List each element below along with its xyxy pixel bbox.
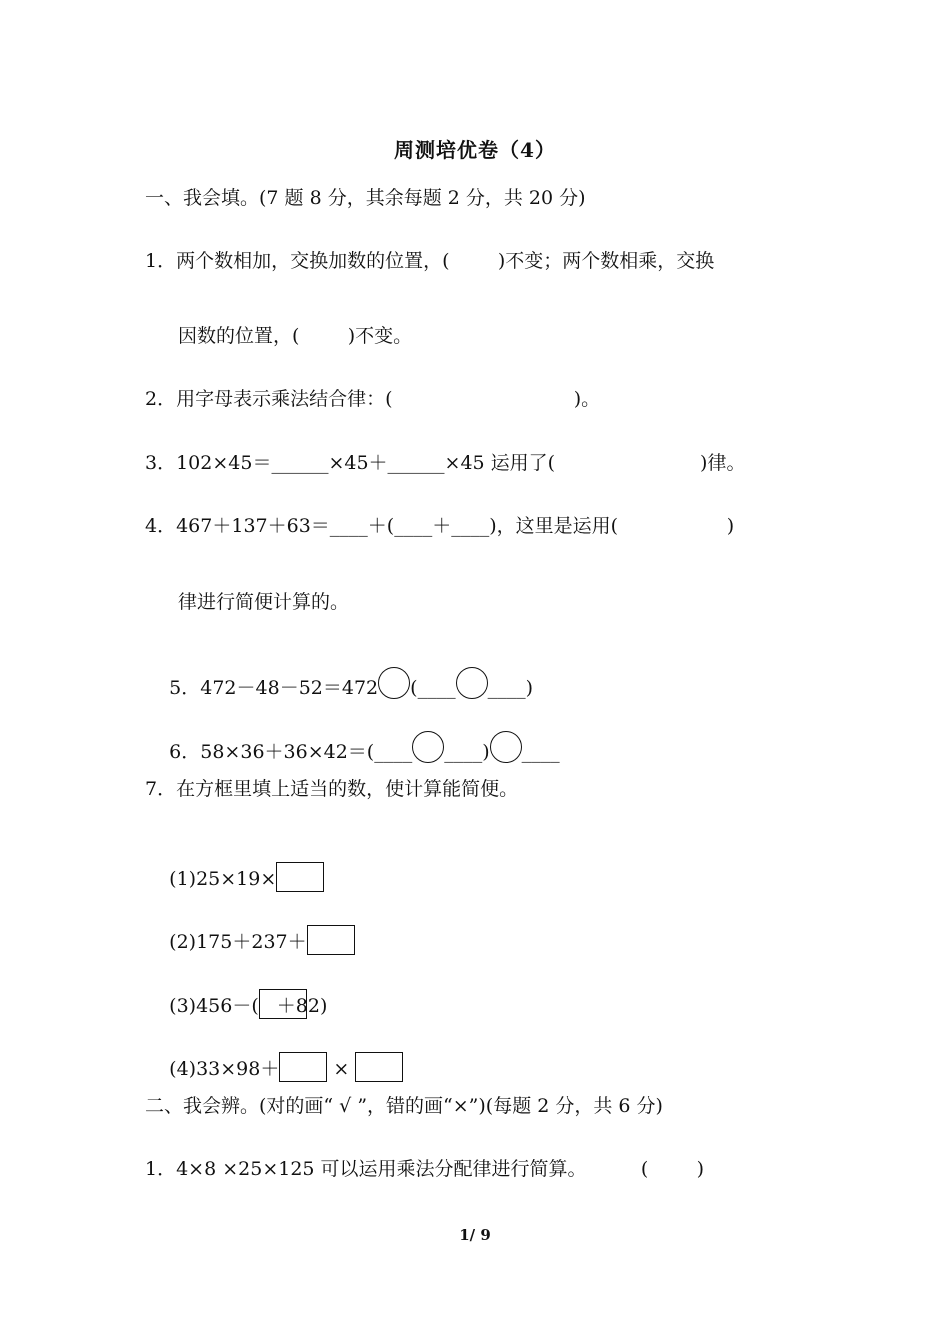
page-title: 周测培优卷（4） <box>394 138 556 162</box>
answer-box[interactable] <box>307 925 355 955</box>
question-2: 2．用字母表示乘法结合律：( )。 <box>145 388 601 410</box>
question-6-suffix: ____ <box>521 741 560 763</box>
page-number: 1/ 9 <box>459 1226 491 1244</box>
question-5-middle: (____ <box>410 677 456 699</box>
question-7-1-expression: (1)25×19× <box>169 868 277 890</box>
question-7-4-expression: (4)33×98＋ <box>169 1058 280 1080</box>
times-sign: × <box>333 1058 350 1080</box>
question-7: 7．在方框里填上适当的数，使计算能简便。 <box>145 778 519 800</box>
operator-circle[interactable] <box>412 731 444 763</box>
question-4-line-2: 律进行简便计算的。 <box>178 591 350 613</box>
section-2-question-1: 1．4×8 ×25×125 可以运用乘法分配律进行简算。 ( ) <box>145 1158 705 1180</box>
answer-box[interactable] <box>276 862 324 892</box>
question-7-3-expression-start: (3)456－( <box>169 995 259 1017</box>
question-6-middle: ____) <box>444 741 490 763</box>
question-1-line-2: 因数的位置，( )不变。 <box>178 325 413 347</box>
question-7-2-expression: (2)175＋237＋ <box>169 931 307 953</box>
answer-box[interactable] <box>279 1052 327 1082</box>
question-5-suffix: ____) <box>487 677 533 699</box>
question-6-prefix: 6．58×36＋36×42＝(____ <box>169 741 413 763</box>
operator-circle[interactable] <box>378 667 410 699</box>
question-4-line-1: 4．467＋137＋63＝____＋(____＋____)，这里是运用( ) <box>145 515 735 537</box>
question-7-3-expression-end: ＋82) <box>276 995 328 1017</box>
operator-circle[interactable] <box>456 667 488 699</box>
operator-circle[interactable] <box>490 731 522 763</box>
section-1-heading: 一、我会填。(7 题 8 分，其余每题 2 分，共 20 分) <box>145 187 586 209</box>
question-3: 3．102×45＝______×45＋______×45 运用了( )律。 <box>145 452 746 474</box>
section-2-heading: 二、我会辨。(对的画“ √ ”，错的画“×”)(每题 2 分，共 6 分) <box>145 1095 663 1117</box>
question-1-line-1: 1．两个数相加，交换加数的位置，( )不变；两个数相乘，交换 <box>145 250 715 272</box>
question-5-prefix: 5．472－48－52＝472 <box>169 677 379 699</box>
answer-box[interactable] <box>355 1052 403 1082</box>
